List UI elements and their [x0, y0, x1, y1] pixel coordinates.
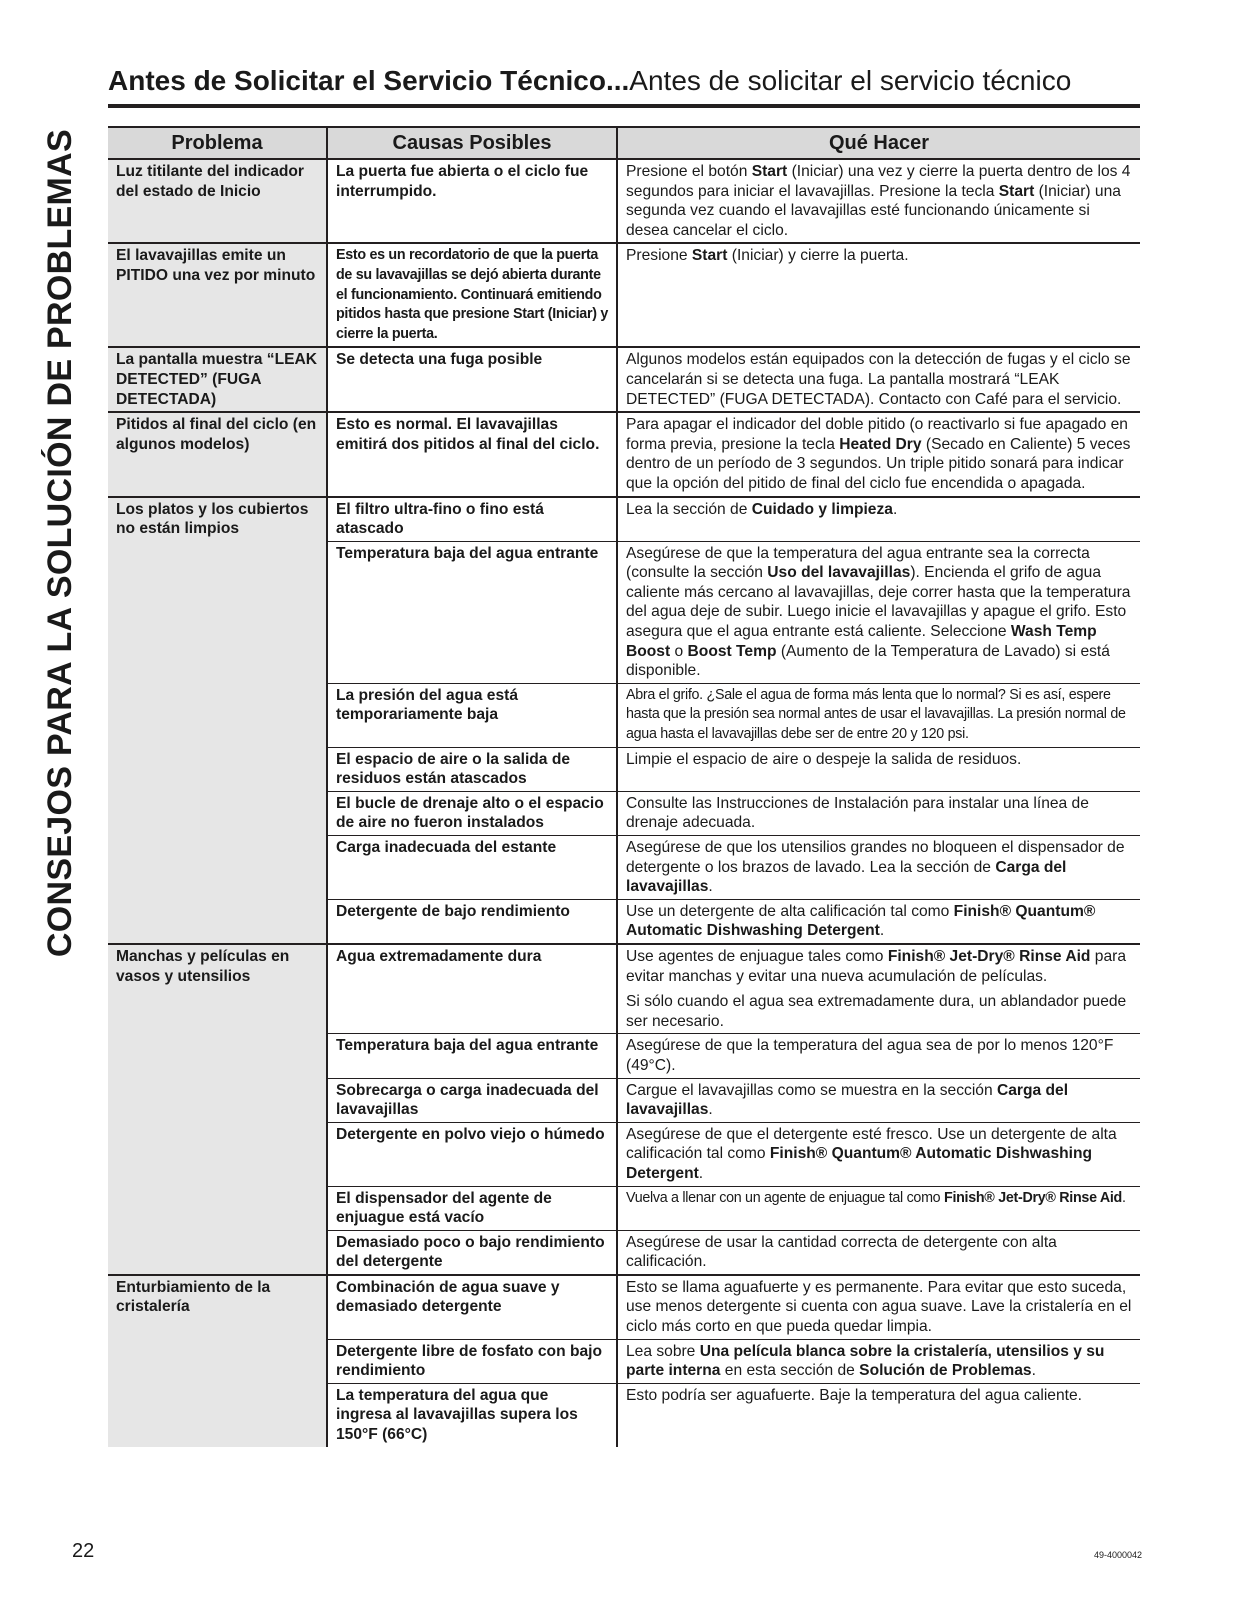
cause-cell: El filtro ultra-fino o fino está atascado [326, 496, 616, 541]
cause-cell: Detergente de bajo rendimiento [326, 899, 616, 943]
cause-cell: Detergente libre de fosfato con bajo rendimiento [326, 1339, 616, 1383]
column-header-problem: Problema [108, 128, 326, 160]
problem-cell: Pitidos al final del ciclo (en algunos modelos) [108, 411, 326, 495]
solution-cell: Algunos modelos están equipados con la detección de fugas y el ciclo se cancelarán si se detecta una fuga. La pantalla mostrará “LEAK DETECTED” (FUGA DETECTADA). Contacto con Café para el servicio. [616, 346, 1140, 411]
solution-cell: Use agentes de enjuague tales como Finish® Jet-Dry® Rinse Aid para evitar manchas y evitar una nueva acumulación de películas. Si sólo cuando el agua sea extremadamente dura, un ablandador puede ser necesario. [616, 943, 1140, 1033]
cause-cell: Sobrecarga o carga inadecuada del lavavajillas [326, 1078, 616, 1122]
cause-cell: Detergente en polvo viejo o húmedo [326, 1122, 616, 1186]
cause-cell: La temperatura del agua que ingresa al lavavajillas supera los 150°F (66°C) [326, 1383, 616, 1447]
solution-cell: Abra el grifo. ¿Sale el agua de forma más lenta que lo normal? Si es así, espere hasta que la presión sea normal antes de usar el lavavajillas. La presión normal de agua hasta el lavavajillas debe ser de entre 20 y 120 psi. [616, 683, 1140, 747]
cause-cell: Combinación de agua suave y demasiado detergente [326, 1274, 616, 1339]
solution-cell: Cargue el lavavajillas como se muestra en la sección Carga del lavavajillas. [616, 1078, 1140, 1122]
solution-cell: Consulte las Instrucciones de Instalación para instalar una línea de drenaje adecuada. [616, 791, 1140, 835]
solution-cell: Vuelva a llenar con un agente de enjuague tal como Finish® Jet-Dry® Rinse Aid. [616, 1186, 1140, 1230]
cause-cell: La puerta fue abierta o el ciclo fue interrumpido. [326, 160, 616, 242]
cause-cell: Se detecta una fuga posible [326, 346, 616, 411]
cause-cell: Carga inadecuada del estante [326, 835, 616, 899]
document-code: 49-4000042 [1093, 1550, 1142, 1560]
solution-cell: Presione Start (Iniciar) y cierre la puerta. [616, 242, 1140, 346]
side-section-title: CONSEJOS PARA LA SOLUCIÓN DE PROBLEMAS [40, 128, 79, 958]
cause-cell: El espacio de aire o la salida de residuos están atascados [326, 747, 616, 791]
solution-cell: Lea sobre Una película blanca sobre la cristalería, utensilios y su parte interna en esta sección de Solución de Problemas. [616, 1339, 1140, 1383]
problem-cell: Enturbiamiento de la cristalería [108, 1274, 326, 1447]
solution-cell: Presione el botón Start (Iniciar) una vez y cierre la puerta dentro de los 4 segundos para iniciar el lavavajillas. Presione la tecla Start (Iniciar) una segunda vez cuando el lavavajillas esté funcionando únicamente si desea cancelar el ciclo. [616, 160, 1140, 242]
column-header-what-to-do: Qué Hacer [616, 128, 1140, 160]
solution-cell: Asegúrese de usar la cantidad correcta de detergente con alta calificación. [616, 1230, 1140, 1274]
title-rule [108, 104, 1140, 108]
solution-cell: Asegúrese de que los utensilios grandes no bloqueen el dispensador de detergente o los brazos de lavado. Lea la sección de Carga del lavavajillas. [616, 835, 1140, 899]
troubleshooting-table [108, 126, 1140, 1447]
cause-cell: Temperatura baja del agua entrante [326, 1033, 616, 1077]
cause-cell: Demasiado poco o bajo rendimiento del detergente [326, 1230, 616, 1274]
problem-cell: Los platos y los cubiertos no están limpios [108, 496, 326, 943]
solution-cell: Esto se llama aguafuerte y es permanente. Para evitar que esto suceda, use menos detergente si cuenta con agua suave. Lave la cristalería en el ciclo más corto en que pueda quedar limpia. [616, 1274, 1140, 1339]
cause-cell: La presión del agua está temporariamente baja [326, 683, 616, 747]
solution-cell: Asegúrese de que la temperatura del agua sea de por lo menos 120°F (49°C). [616, 1033, 1140, 1077]
cause-cell: Esto es normal. El lavavajillas emitirá dos pitidos al final del ciclo. [326, 411, 616, 495]
problem-cell: Manchas y películas en vasos y utensilios [108, 943, 326, 1274]
solution-cell: Asegúrese de que la temperatura del agua entrante sea la correcta (consulte la sección Uso del lavavajillas). Encienda el grifo de agua caliente más cercano al lavavajillas, deje correr hasta que la temperatura del agua deje de subir. Luego inicie el lavavajillas y apague el grifo. Esto asegura que el agua entrante está caliente. Seleccione Wash Temp Boost o Boost Temp (Aumento de la Temperatura de Lavado) si está disponible. [616, 541, 1140, 683]
problem-cell: El lavavajillas emite un PITIDO una vez por minuto [108, 242, 326, 346]
column-header-causes: Causas Posibles [326, 128, 616, 160]
solution-cell: Para apagar el indicador del doble pitido (o reactivarlo si fue apagado en forma previa, presione la tecla Heated Dry (Secado en Caliente) 5 veces dentro de un período de 3 segundos. Un triple pitido sonará para indicar que la opción del pitido de final del ciclo fue encendida o apagada. [616, 411, 1140, 495]
solution-cell: Use un detergente de alta calificación tal como Finish® Quantum® Automatic Dishwashing Detergent. [616, 899, 1140, 943]
cause-cell: Temperatura baja del agua entrante [326, 541, 616, 683]
solution-cell: Asegúrese de que el detergente esté fresco. Use un detergente de alta calificación tal como Finish® Quantum® Automatic Dishwashing Detergent. [616, 1122, 1140, 1186]
problem-cell: Luz titilante del indicador del estado de Inicio [108, 160, 326, 242]
solution-cell: Esto podría ser aguafuerte. Baje la temperatura del agua caliente. [616, 1383, 1140, 1447]
cause-cell: El bucle de drenaje alto o el espacio de aire no fueron instalados [326, 791, 616, 835]
solution-cell: Lea la sección de Cuidado y limpieza. [616, 496, 1140, 541]
page-title: Antes de Solicitar el Servicio Técnico...Antes de solicitar el servicio técnico [108, 65, 1072, 96]
cause-cell: Esto es un recordatorio de que la puerta de su lavavajillas se dejó abierta durante el funcionamiento. Continuará emitiendo pitidos hasta que presione Start (Iniciar) y cierre la puerta. [326, 242, 616, 346]
page-number: 22 [72, 1540, 95, 1562]
cause-cell: El dispensador del agente de enjuague está vacío [326, 1186, 616, 1230]
problem-cell: La pantalla muestra “LEAK DETECTED” (FUGA DETECTADA) [108, 346, 326, 411]
cause-cell: Agua extremadamente dura [326, 943, 616, 1033]
solution-cell: Limpie el espacio de aire o despeje la salida de residuos. [616, 747, 1140, 791]
